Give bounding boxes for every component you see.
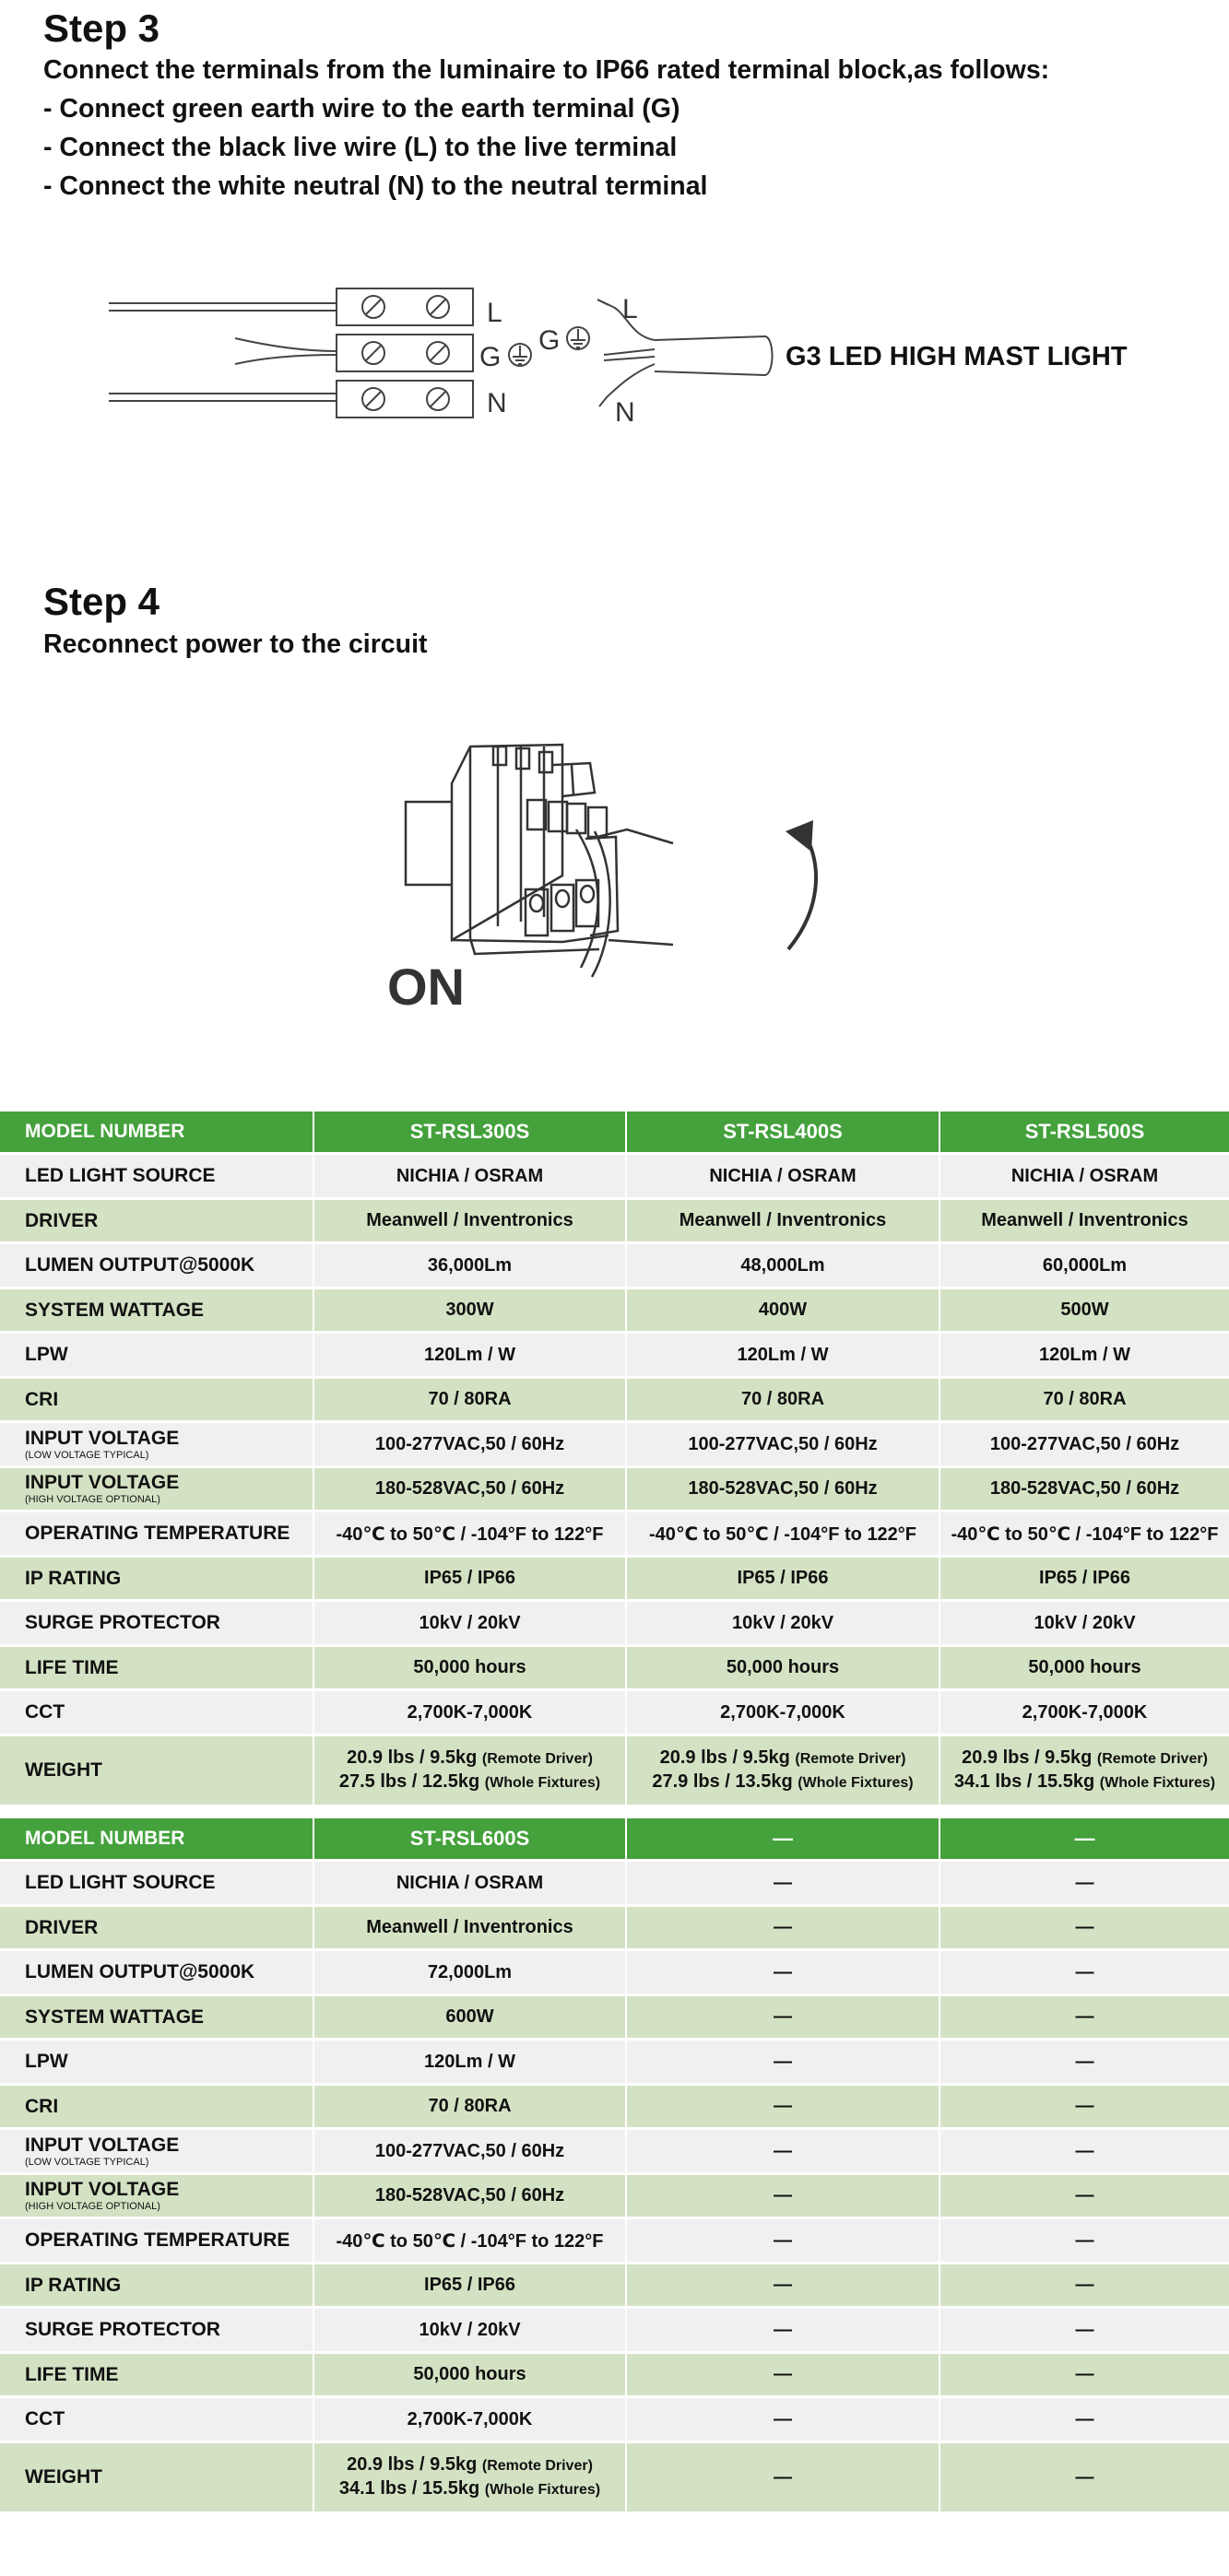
table-row — [0, 2397, 1229, 2442]
row-label-main: INPUT VOLTAGE — [25, 2134, 180, 2156]
table-cell: 100-277VAC,50 / 60Hz — [939, 1422, 1229, 1467]
row-label: SURGE PROTECTOR — [0, 2308, 313, 2353]
empty-cell: — — [626, 2442, 939, 2513]
row-label — [0, 2129, 313, 2174]
table-cell: 48,000Lm — [626, 1243, 939, 1288]
table-cell: 600W — [313, 1995, 626, 2040]
table-row — [0, 2442, 1229, 2513]
table-row — [0, 2308, 1229, 2353]
empty-cell: — — [626, 1906, 939, 1950]
table-cell — [939, 1735, 1229, 1806]
empty-cell: — — [626, 2040, 939, 2085]
table-cell: NICHIA / OSRAM — [939, 1154, 1229, 1199]
spec-table-2 — [0, 1818, 1229, 2514]
empty-cell: — — [626, 2353, 939, 2397]
row-label-sub: (HIGH VOLTAGE OPTIONAL) — [25, 2201, 160, 2212]
row-label: LIFE TIME — [0, 2353, 313, 2397]
weight-value: 20.9 lbs / 9.5kg — [659, 1747, 790, 1768]
empty-cell: — — [626, 1818, 939, 1861]
table-row — [0, 1199, 1229, 1243]
row-label: IP RATING — [0, 2264, 313, 2308]
table-cell: 72,000Lm — [313, 1950, 626, 1995]
table-cell: 2,700K-7,000K — [313, 1690, 626, 1735]
row-label-main: INPUT VOLTAGE — [25, 1472, 180, 1493]
wiring-diagram — [92, 272, 1180, 438]
step3-title: Step 3 — [43, 6, 160, 50]
table-cell: 60,000Lm — [939, 1243, 1229, 1288]
row-label: CRI — [0, 2085, 313, 2129]
empty-cell: — — [626, 2264, 939, 2308]
table-cell — [313, 1735, 626, 1806]
cable-label-n: N — [615, 397, 635, 428]
table-cell: 120Lm / W — [626, 1333, 939, 1378]
empty-cell: — — [626, 2218, 939, 2264]
table-row — [0, 2085, 1229, 2129]
table-cell: Meanwell / Inventronics — [313, 1199, 626, 1243]
row-label: LED LIGHT SOURCE — [0, 1861, 313, 1906]
empty-cell: — — [939, 1818, 1229, 1861]
row-label: SURGE PROTECTOR — [0, 1601, 313, 1646]
table-row — [0, 1288, 1229, 1333]
weight-note: (Whole Fixtures) — [484, 1775, 601, 1791]
cable-label-l: L — [622, 294, 638, 324]
table-row — [0, 1906, 1229, 1950]
row-label-sub: (LOW VOLTAGE TYPICAL) — [25, 1449, 149, 1461]
empty-cell: — — [626, 1861, 939, 1906]
empty-cell: — — [939, 2308, 1229, 2353]
table-row — [0, 1690, 1229, 1735]
empty-cell: — — [939, 1950, 1229, 1995]
row-label: SYSTEM WATTAGE — [0, 1995, 313, 2040]
table-row — [0, 1154, 1229, 1199]
table-cell: 300W — [313, 1288, 626, 1333]
table-cell: 120Lm / W — [313, 2040, 626, 2085]
table-cell: IP65 / IP66 — [313, 2264, 626, 2308]
table-row — [0, 2218, 1229, 2264]
spec-table-1 — [0, 1112, 1229, 1807]
weight-value: 34.1 lbs / 15.5kg — [338, 2478, 480, 2499]
table-row — [0, 2264, 1229, 2308]
row-label: MODEL NUMBER — [0, 1112, 313, 1154]
row-label: CCT — [0, 1690, 313, 1735]
table-row — [0, 1422, 1229, 1467]
table-cell: 400W — [626, 1288, 939, 1333]
model-cell: ST-RSL400S — [626, 1112, 939, 1154]
empty-cell: — — [939, 1995, 1229, 2040]
row-label: MODEL NUMBER — [0, 1818, 313, 1861]
empty-cell: — — [939, 1906, 1229, 1950]
table-cell: Meanwell / Inventronics — [313, 1906, 626, 1950]
table-cell: 50,000 hours — [939, 1646, 1229, 1690]
table-row — [0, 2129, 1229, 2174]
terminal-label-l: L — [487, 298, 502, 328]
row-label: LED LIGHT SOURCE — [0, 1154, 313, 1199]
row-label: DRIVER — [0, 1199, 313, 1243]
breaker-illustration — [378, 728, 839, 1032]
empty-cell: — — [939, 2040, 1229, 2085]
empty-cell: — — [939, 2264, 1229, 2308]
empty-cell: — — [939, 2174, 1229, 2218]
table-row — [0, 1333, 1229, 1378]
table-row — [0, 1601, 1229, 1646]
weight-value: 27.5 lbs / 12.5kg — [338, 1771, 480, 1792]
weight-note: (Remote Driver) — [481, 1751, 593, 1767]
table-cell: 10kV / 20kV — [313, 1601, 626, 1646]
weight-value: 34.1 lbs / 15.5kg — [953, 1771, 1095, 1792]
empty-cell: — — [626, 2308, 939, 2353]
step4-title: Step 4 — [43, 580, 160, 623]
table-cell: 180-528VAC,50 / 60Hz — [313, 2174, 626, 2218]
terminal-label-g: G — [479, 342, 502, 372]
row-label-main: INPUT VOLTAGE — [25, 1427, 180, 1449]
row-label: LIFE TIME — [0, 1646, 313, 1690]
table-row — [0, 1557, 1229, 1601]
table-cell: 70 / 80RA — [939, 1378, 1229, 1422]
empty-cell: — — [939, 2129, 1229, 2174]
weight-note: (Whole Fixtures) — [798, 1775, 914, 1791]
table-row — [0, 2174, 1229, 2218]
table-cell — [626, 1735, 939, 1806]
table-cell: 100-277VAC,50 / 60Hz — [313, 2129, 626, 2174]
table-row — [0, 1995, 1229, 2040]
product-name: G3 LED HIGH MAST LIGHT — [786, 342, 1128, 371]
row-label: CCT — [0, 2397, 313, 2442]
table-cell: NICHIA / OSRAM — [626, 1154, 939, 1199]
row-label: LPW — [0, 1333, 313, 1378]
row-label: LUMEN OUTPUT@5000K — [0, 1950, 313, 1995]
row-label: CRI — [0, 1378, 313, 1422]
step4-instruction: Reconnect power to the circuit — [43, 629, 428, 659]
weight-value: 20.9 lbs / 9.5kg — [347, 2454, 478, 2475]
table-cell: -40℃ to 50℃ / -104°F to 122°F — [939, 1511, 1229, 1557]
empty-cell: — — [939, 2218, 1229, 2264]
model-cell: ST-RSL500S — [939, 1112, 1229, 1154]
row-label — [0, 1422, 313, 1467]
table-cell: -40℃ to 50℃ / -104°F to 122°F — [626, 1511, 939, 1557]
table-cell: 10kV / 20kV — [313, 2308, 626, 2353]
table-cell: 2,700K-7,000K — [626, 1690, 939, 1735]
empty-cell: — — [939, 2442, 1229, 2513]
table-cell: IP65 / IP66 — [626, 1557, 939, 1601]
table-row — [0, 1735, 1229, 1806]
weight-note: (Remote Driver) — [1096, 1751, 1208, 1767]
empty-cell: — — [939, 1861, 1229, 1906]
table-cell: 10kV / 20kV — [626, 1601, 939, 1646]
table-row — [0, 1861, 1229, 1906]
step3-line: - Connect the black live wire (L) to the live terminal — [43, 133, 678, 162]
table-cell: 50,000 hours — [626, 1646, 939, 1690]
table-cell: 2,700K-7,000K — [939, 1690, 1229, 1735]
table-cell: 180-528VAC,50 / 60Hz — [939, 1467, 1229, 1511]
table-cell: 500W — [939, 1288, 1229, 1333]
row-label-main: INPUT VOLTAGE — [25, 2179, 180, 2200]
weight-note: (Remote Driver) — [481, 2458, 593, 2474]
table-cell: 100-277VAC,50 / 60Hz — [313, 1422, 626, 1467]
empty-cell: — — [626, 2397, 939, 2442]
table-cell: 36,000Lm — [313, 1243, 626, 1288]
row-label — [0, 2174, 313, 2218]
step3-line: - Connect the white neutral (N) to the neutral terminal — [43, 171, 708, 201]
empty-cell: — — [939, 2353, 1229, 2397]
table-row — [0, 1646, 1229, 1690]
table-row — [0, 1243, 1229, 1288]
table-cell: 180-528VAC,50 / 60Hz — [626, 1467, 939, 1511]
table-cell: 70 / 80RA — [313, 2085, 626, 2129]
row-label-sub: (LOW VOLTAGE TYPICAL) — [25, 2156, 149, 2168]
row-label: LUMEN OUTPUT@5000K — [0, 1243, 313, 1288]
row-label: LPW — [0, 2040, 313, 2085]
table-cell: 120Lm / W — [939, 1333, 1229, 1378]
weight-note: (Remote Driver) — [795, 1751, 906, 1767]
row-label — [0, 1467, 313, 1511]
cable-label-g: G — [538, 325, 561, 356]
table-cell: -40℃ to 50℃ / -104°F to 122°F — [313, 2218, 626, 2264]
weight-note: (Whole Fixtures) — [1099, 1775, 1216, 1791]
empty-cell: — — [626, 2085, 939, 2129]
table-row — [0, 1818, 1229, 1861]
table-cell: 70 / 80RA — [626, 1378, 939, 1422]
table-row — [0, 2353, 1229, 2397]
table-row — [0, 1112, 1229, 1154]
row-label: WEIGHT — [0, 2442, 313, 2513]
table-cell: 70 / 80RA — [313, 1378, 626, 1422]
table-row — [0, 1511, 1229, 1557]
table-cell: -40℃ to 50℃ / -104°F to 122°F — [313, 1511, 626, 1557]
table-row — [0, 1378, 1229, 1422]
model-cell: ST-RSL300S — [313, 1112, 626, 1154]
table-cell: 50,000 hours — [313, 1646, 626, 1690]
empty-cell: — — [939, 2397, 1229, 2442]
table-cell: 50,000 hours — [313, 2353, 626, 2397]
table-row — [0, 1467, 1229, 1511]
step3-line: Connect the terminals from the luminaire to IP66 rated terminal block,as follows: — [43, 55, 1050, 85]
table-cell: 180-528VAC,50 / 60Hz — [313, 1467, 626, 1511]
step3-instructions — [43, 51, 1049, 206]
table-cell: Meanwell / Inventronics — [626, 1199, 939, 1243]
step3-line: - Connect green earth wire to the earth terminal (G) — [43, 94, 680, 124]
row-label: DRIVER — [0, 1906, 313, 1950]
table-cell: 100-277VAC,50 / 60Hz — [626, 1422, 939, 1467]
table-row — [0, 2040, 1229, 2085]
empty-cell: — — [626, 1995, 939, 2040]
table-cell: NICHIA / OSRAM — [313, 1861, 626, 1906]
row-label-sub: (HIGH VOLTAGE OPTIONAL) — [25, 1494, 160, 1505]
on-label: ON — [387, 958, 465, 1016]
table-cell — [313, 2442, 626, 2513]
table-cell: NICHIA / OSRAM — [313, 1154, 626, 1199]
weight-value: 27.9 lbs / 13.5kg — [652, 1771, 793, 1792]
row-label: WEIGHT — [0, 1735, 313, 1806]
table-cell: IP65 / IP66 — [313, 1557, 626, 1601]
row-label: IP RATING — [0, 1557, 313, 1601]
model-cell: ST-RSL600S — [313, 1818, 626, 1861]
weight-value: 20.9 lbs / 9.5kg — [347, 1747, 478, 1768]
table-cell: IP65 / IP66 — [939, 1557, 1229, 1601]
table-cell: Meanwell / Inventronics — [939, 1199, 1229, 1243]
empty-cell: — — [626, 2129, 939, 2174]
weight-note: (Whole Fixtures) — [484, 2482, 601, 2498]
empty-cell: — — [939, 2085, 1229, 2129]
table-cell: 2,700K-7,000K — [313, 2397, 626, 2442]
empty-cell: — — [626, 1950, 939, 1995]
weight-value: 20.9 lbs / 9.5kg — [962, 1747, 1093, 1768]
table-cell: 120Lm / W — [313, 1333, 626, 1378]
row-label: OPERATING TEMPERATURE — [0, 2218, 313, 2264]
row-label: OPERATING TEMPERATURE — [0, 1511, 313, 1557]
empty-cell: — — [626, 2174, 939, 2218]
row-label: SYSTEM WATTAGE — [0, 1288, 313, 1333]
table-cell: 10kV / 20kV — [939, 1601, 1229, 1646]
terminal-label-n: N — [487, 388, 507, 418]
table-row — [0, 1950, 1229, 1995]
